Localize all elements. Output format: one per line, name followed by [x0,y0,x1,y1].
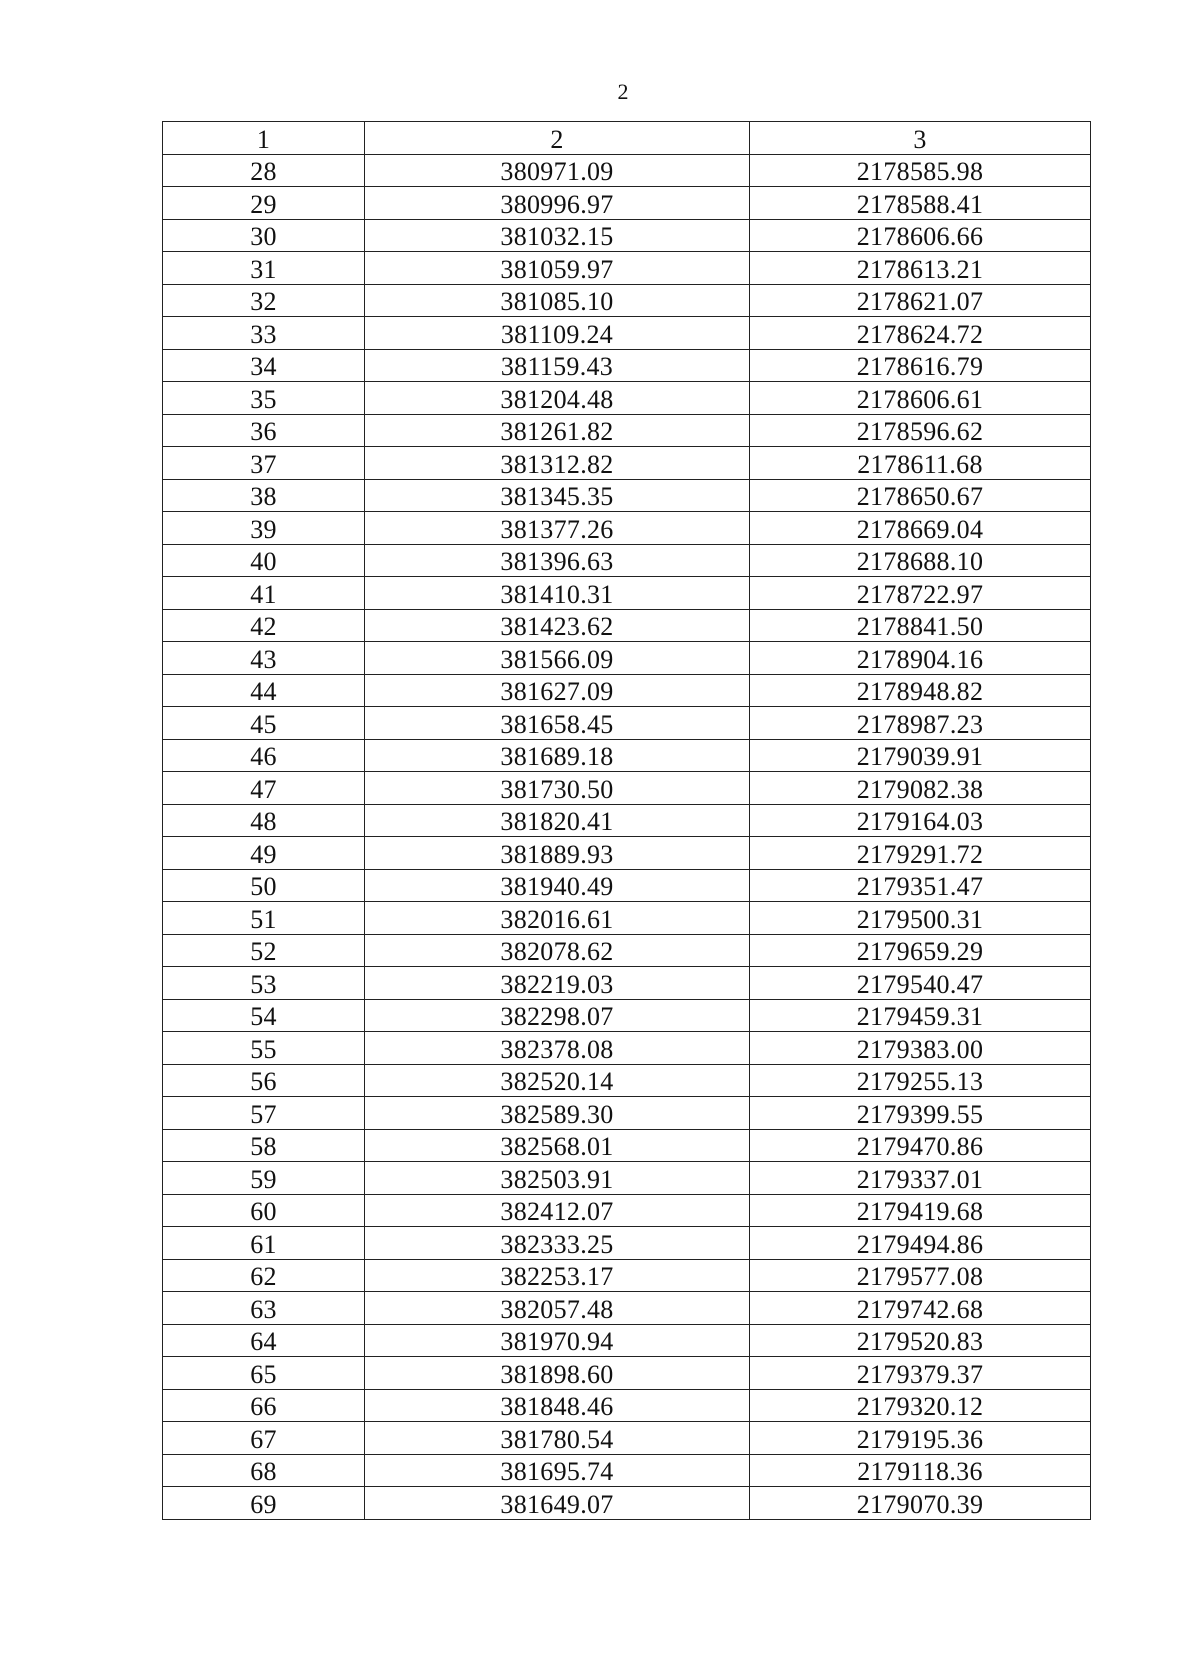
table-row [163,1422,1091,1455]
table-row [163,1487,1091,1520]
x-coordinate-cell: 381085.10 [365,284,750,317]
point-number-cell: 30 [163,219,365,252]
table-row [163,479,1091,512]
point-number-cell: 58 [163,1129,365,1162]
table-row [163,902,1091,935]
point-number-cell: 35 [163,382,365,415]
table-row [163,869,1091,902]
point-number-cell: 63 [163,1292,365,1325]
table-row [163,1292,1091,1325]
point-number-cell: 44 [163,674,365,707]
table-body [163,122,1091,1520]
point-number-cell: 62 [163,1259,365,1292]
y-coordinate-cell: 2179082.38 [750,772,1091,805]
x-coordinate-cell: 382298.07 [365,999,750,1032]
x-coordinate-cell: 382568.01 [365,1129,750,1162]
y-coordinate-cell: 2179419.68 [750,1194,1091,1227]
y-coordinate-cell: 2179337.01 [750,1162,1091,1195]
x-coordinate-cell: 381658.45 [365,707,750,740]
point-number-cell: 68 [163,1454,365,1487]
point-number-cell: 64 [163,1324,365,1357]
table-row [163,1097,1091,1130]
y-coordinate-cell: 2179520.83 [750,1324,1091,1357]
table-row [163,707,1091,740]
y-coordinate-cell: 2179195.36 [750,1422,1091,1455]
y-coordinate-cell: 2178606.61 [750,382,1091,415]
x-coordinate-cell: 381627.09 [365,674,750,707]
x-coordinate-cell: 382057.48 [365,1292,750,1325]
x-coordinate-cell: 382412.07 [365,1194,750,1227]
y-coordinate-cell: 2178650.67 [750,479,1091,512]
x-coordinate-cell: 382016.61 [365,902,750,935]
table-row [163,837,1091,870]
point-number-cell: 40 [163,544,365,577]
x-coordinate-cell: 381649.07 [365,1487,750,1520]
table-row [163,187,1091,220]
x-coordinate-cell: 381032.15 [365,219,750,252]
point-number-cell: 51 [163,902,365,935]
point-number-cell: 59 [163,1162,365,1195]
y-coordinate-cell: 2179399.55 [750,1097,1091,1130]
x-coordinate-cell: 381820.41 [365,804,750,837]
x-coordinate-cell: 381730.50 [365,772,750,805]
x-coordinate-cell: 381566.09 [365,642,750,675]
point-number-cell: 49 [163,837,365,870]
x-coordinate-cell: 381059.97 [365,252,750,285]
y-coordinate-cell: 2178624.72 [750,317,1091,350]
y-coordinate-cell: 2179320.12 [750,1389,1091,1422]
x-coordinate-cell: 381261.82 [365,414,750,447]
x-coordinate-cell: 382589.30 [365,1097,750,1130]
x-coordinate-cell: 381204.48 [365,382,750,415]
point-number-cell: 67 [163,1422,365,1455]
point-number-cell: 43 [163,642,365,675]
page-number: 2 [617,79,629,104]
y-coordinate-cell: 2179164.03 [750,804,1091,837]
point-number-cell: 47 [163,772,365,805]
point-number-cell: 41 [163,577,365,610]
y-coordinate-cell: 2178904.16 [750,642,1091,675]
point-number-cell: 53 [163,967,365,1000]
x-coordinate-cell: 381345.35 [365,479,750,512]
point-number-cell: 69 [163,1487,365,1520]
point-number-cell: 56 [163,1064,365,1097]
table-header-row [163,122,1091,155]
table-row [163,804,1091,837]
point-number-cell: 60 [163,1194,365,1227]
x-coordinate-cell: 382078.62 [365,934,750,967]
y-coordinate-cell: 2178722.97 [750,577,1091,610]
y-coordinate-cell: 2179577.08 [750,1259,1091,1292]
y-coordinate-cell: 2178585.98 [750,154,1091,187]
y-coordinate-cell: 2178613.21 [750,252,1091,285]
y-coordinate-cell: 2178948.82 [750,674,1091,707]
x-coordinate-cell: 382219.03 [365,967,750,1000]
table-row [163,1454,1091,1487]
y-coordinate-cell: 2179039.91 [750,739,1091,772]
point-number-cell: 57 [163,1097,365,1130]
table-row [163,1259,1091,1292]
table-row [163,1357,1091,1390]
x-coordinate-cell: 381312.82 [365,447,750,480]
y-coordinate-cell: 2179494.86 [750,1227,1091,1260]
point-number-cell: 33 [163,317,365,350]
table-row [163,284,1091,317]
table-row [163,1162,1091,1195]
table-row [163,577,1091,610]
x-coordinate-cell: 381780.54 [365,1422,750,1455]
point-number-cell: 55 [163,1032,365,1065]
x-coordinate-cell: 381970.94 [365,1324,750,1357]
table-row [163,1227,1091,1260]
y-coordinate-cell: 2179070.39 [750,1487,1091,1520]
x-coordinate-cell: 382333.25 [365,1227,750,1260]
table-row [163,154,1091,187]
y-coordinate-cell: 2179540.47 [750,967,1091,1000]
table-row [163,642,1091,675]
x-coordinate-cell: 381410.31 [365,577,750,610]
y-coordinate-cell: 2178987.23 [750,707,1091,740]
column-header-3: 3 [750,122,1091,155]
point-number-cell: 42 [163,609,365,642]
point-number-cell: 31 [163,252,365,285]
coordinates-table [162,121,1091,1520]
y-coordinate-cell: 2178841.50 [750,609,1091,642]
x-coordinate-cell: 382503.91 [365,1162,750,1195]
table-row [163,609,1091,642]
y-coordinate-cell: 2179291.72 [750,837,1091,870]
point-number-cell: 32 [163,284,365,317]
point-number-cell: 34 [163,349,365,382]
x-coordinate-cell: 381695.74 [365,1454,750,1487]
y-coordinate-cell: 2179470.86 [750,1129,1091,1162]
x-coordinate-cell: 381898.60 [365,1357,750,1390]
table-row [163,739,1091,772]
x-coordinate-cell: 381377.26 [365,512,750,545]
table-row [163,252,1091,285]
y-coordinate-cell: 2179742.68 [750,1292,1091,1325]
table-row [163,934,1091,967]
table-row [163,349,1091,382]
table-row [163,382,1091,415]
y-coordinate-cell: 2178588.41 [750,187,1091,220]
table-row [163,414,1091,447]
table-row [163,447,1091,480]
y-coordinate-cell: 2179351.47 [750,869,1091,902]
y-coordinate-cell: 2178688.10 [750,544,1091,577]
y-coordinate-cell: 2179118.36 [750,1454,1091,1487]
table-row [163,1064,1091,1097]
table-row [163,967,1091,1000]
point-number-cell: 46 [163,739,365,772]
point-number-cell: 50 [163,869,365,902]
point-number-cell: 54 [163,999,365,1032]
x-coordinate-cell: 381423.62 [365,609,750,642]
point-number-cell: 28 [163,154,365,187]
point-number-cell: 52 [163,934,365,967]
x-coordinate-cell: 382520.14 [365,1064,750,1097]
x-coordinate-cell: 382378.08 [365,1032,750,1065]
point-number-cell: 37 [163,447,365,480]
y-coordinate-cell: 2178616.79 [750,349,1091,382]
y-coordinate-cell: 2178596.62 [750,414,1091,447]
table-row [163,1129,1091,1162]
table-row [163,1324,1091,1357]
x-coordinate-cell: 381940.49 [365,869,750,902]
x-coordinate-cell: 380996.97 [365,187,750,220]
x-coordinate-cell: 381689.18 [365,739,750,772]
table-row [163,772,1091,805]
point-number-cell: 29 [163,187,365,220]
x-coordinate-cell: 382253.17 [365,1259,750,1292]
x-coordinate-cell: 381848.46 [365,1389,750,1422]
table-row [163,999,1091,1032]
y-coordinate-cell: 2178606.66 [750,219,1091,252]
point-number-cell: 61 [163,1227,365,1260]
point-number-cell: 48 [163,804,365,837]
table-row [163,512,1091,545]
table-row [163,1032,1091,1065]
point-number-cell: 66 [163,1389,365,1422]
point-number-cell: 38 [163,479,365,512]
y-coordinate-cell: 2179659.29 [750,934,1091,967]
table-row [163,317,1091,350]
x-coordinate-cell: 381396.63 [365,544,750,577]
table-row [163,544,1091,577]
y-coordinate-cell: 2179255.13 [750,1064,1091,1097]
x-coordinate-cell: 381159.43 [365,349,750,382]
y-coordinate-cell: 2179500.31 [750,902,1091,935]
point-number-cell: 45 [163,707,365,740]
point-number-cell: 39 [163,512,365,545]
table-row [163,1389,1091,1422]
table-row [163,1194,1091,1227]
table-row [163,674,1091,707]
column-header-2: 2 [365,122,750,155]
y-coordinate-cell: 2178621.07 [750,284,1091,317]
point-number-cell: 65 [163,1357,365,1390]
y-coordinate-cell: 2179383.00 [750,1032,1091,1065]
column-header-1: 1 [163,122,365,155]
x-coordinate-cell: 381889.93 [365,837,750,870]
x-coordinate-cell: 380971.09 [365,154,750,187]
y-coordinate-cell: 2179459.31 [750,999,1091,1032]
y-coordinate-cell: 2179379.37 [750,1357,1091,1390]
y-coordinate-cell: 2178611.68 [750,447,1091,480]
point-number-cell: 36 [163,414,365,447]
y-coordinate-cell: 2178669.04 [750,512,1091,545]
table-row [163,219,1091,252]
x-coordinate-cell: 381109.24 [365,317,750,350]
